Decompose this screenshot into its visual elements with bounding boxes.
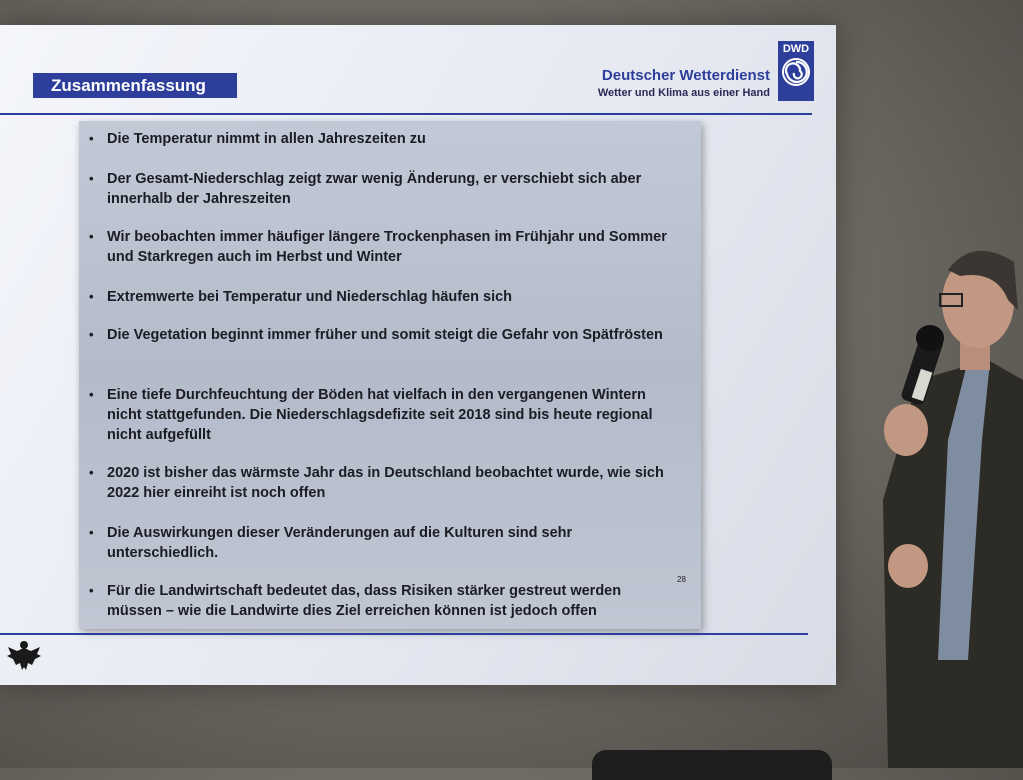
projection-screen xyxy=(0,25,836,685)
audience-seat xyxy=(592,750,832,780)
bullet-item: • Die Temperatur nimmt in allen Jahreszeiten zu xyxy=(107,129,677,149)
bullet-item: • Extremwerte bei Temperatur und Niederschlag häufen sich xyxy=(107,287,677,307)
footer-divider xyxy=(0,633,808,635)
bullet-item: • 2020 ist bisher das wärmste Jahr das in Deutschland beobachtet wurde, wie sich 2022 hier einreiht ist noch offen xyxy=(107,463,677,503)
logo-abbr: DWD xyxy=(782,43,810,55)
bullet-item: • Der Gesamt-Niederschlag zeigt zwar wenig Änderung, er verschiebt sich aber innerhalb der Jahreszeiten xyxy=(107,169,677,209)
presenter-figure xyxy=(878,240,1023,773)
brand-tagline: Wetter und Klima aus einer Hand xyxy=(597,87,770,99)
bullet-panel xyxy=(79,121,701,629)
slide-title: Zusammenfassung xyxy=(33,73,237,98)
bullet-item: • Eine tiefe Durchfeuchtung der Böden hat vielfach in den vergangenen Wintern nicht stattgefunden. Die Niederschlagsdefizite seit 2018 sind bis heute regional nicht aufgefüllt xyxy=(107,385,677,445)
bullet-item: • Die Vegetation beginnt immer früher und somit steigt die Gefahr von Spätfrösten xyxy=(107,325,677,345)
bullet-item: • Wir beobachten immer häufiger längere Trockenphasen im Frühjahr und Sommer und Starkregen auch im Herbst und Winter xyxy=(107,227,677,267)
federal-eagle-icon xyxy=(5,637,43,680)
bullet-item: • Die Auswirkungen dieser Veränderungen auf die Kulturen sind sehr unterschiedlich. xyxy=(107,523,677,563)
header-divider xyxy=(0,113,812,115)
brand-name: Deutscher Wetterdienst xyxy=(601,67,770,84)
brand-block xyxy=(598,67,770,99)
dwd-swirl-logo-icon xyxy=(778,41,814,101)
page-number: 28 xyxy=(677,575,686,584)
bullet-item: • Für die Landwirtschaft bedeutet das, dass Risiken stärker gestreut werden müssen – wie die Landwirte dies Ziel erreichen können ist jedoch offen xyxy=(107,581,677,621)
